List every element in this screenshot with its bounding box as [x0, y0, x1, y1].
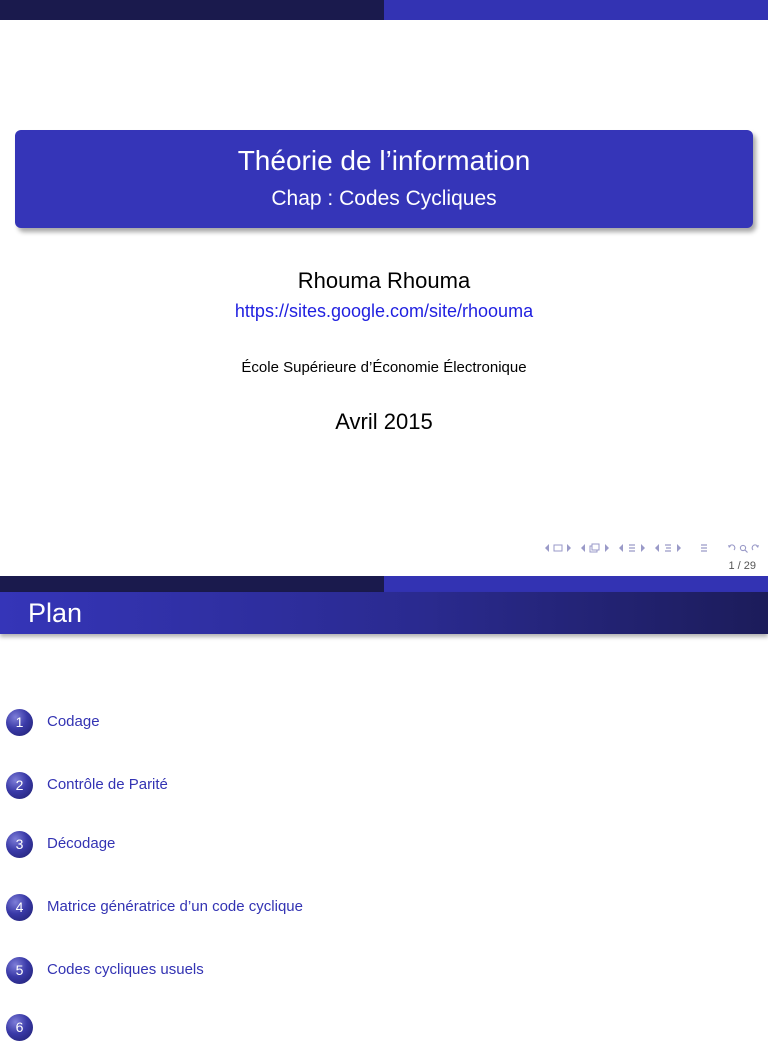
toc-item-label: Décodage	[47, 835, 116, 852]
header-bar-left	[0, 576, 384, 592]
frame-title: Plan	[28, 598, 83, 628]
header-bar-right	[384, 0, 768, 20]
header-bar-left	[0, 0, 384, 20]
presentation-date: Avril 2015	[335, 409, 433, 434]
undo-icon[interactable]	[727, 544, 736, 553]
page-number: 1 / 29	[728, 560, 756, 572]
frame-title-bar	[0, 592, 768, 634]
section-number-ball: 1	[6, 709, 33, 736]
presentation-subtitle: Chap : Codes Cycliques	[271, 187, 497, 210]
institute-name: École Supérieure d’Économie Électronique	[241, 359, 527, 376]
outline-slide	[0, 576, 768, 1035]
beamer-navigation-symbols	[545, 541, 760, 555]
toc-item[interactable]	[6, 830, 115, 858]
toc-item-label: Codage	[47, 713, 100, 730]
nav-next-icon[interactable]	[604, 544, 609, 552]
section-number-ball: 4	[6, 894, 33, 921]
title-block	[15, 130, 753, 228]
nav-next-icon[interactable]	[566, 544, 571, 552]
section-number-ball: 2	[6, 772, 33, 799]
nav-next-icon[interactable]	[640, 544, 645, 552]
header-bar	[0, 576, 768, 592]
header-bar-right	[384, 576, 768, 592]
subsection-icon[interactable]	[589, 543, 601, 553]
section-number-ball: 3	[6, 831, 33, 858]
toc-item[interactable]	[6, 956, 204, 984]
author-url-link[interactable]: https://sites.google.com/site/rhoouma	[234, 301, 534, 321]
section-number-ball: 5	[6, 957, 33, 984]
section-number-ball: 6	[6, 1014, 33, 1041]
redo-icon[interactable]	[751, 544, 760, 553]
nav-prev-icon[interactable]	[581, 544, 586, 552]
toc-item[interactable]	[6, 708, 100, 736]
presentation-title: Théorie de l’information	[237, 145, 531, 176]
search-icon[interactable]	[739, 544, 748, 553]
section-icon[interactable]	[627, 543, 637, 553]
toc-item-label: Contrôle de Parité	[47, 776, 168, 793]
toc-item[interactable]	[6, 771, 168, 799]
frame-icon[interactable]	[553, 544, 563, 552]
toc-item-label: Matrice génératrice d’un code cyclique	[47, 898, 303, 915]
appendix-icon[interactable]	[699, 543, 709, 553]
nav-prev-icon[interactable]	[655, 544, 660, 552]
toc-item[interactable]	[6, 1013, 47, 1041]
header-bar	[0, 0, 768, 20]
nav-prev-icon[interactable]	[545, 544, 550, 552]
toc-item[interactable]	[6, 893, 303, 921]
nav-next-icon[interactable]	[676, 544, 681, 552]
nav-prev-icon[interactable]	[619, 544, 624, 552]
toc-icon[interactable]	[663, 543, 673, 553]
toc-item-label: Codes cycliques usuels	[47, 961, 204, 978]
author-name: Rhouma Rhouma	[297, 268, 471, 293]
